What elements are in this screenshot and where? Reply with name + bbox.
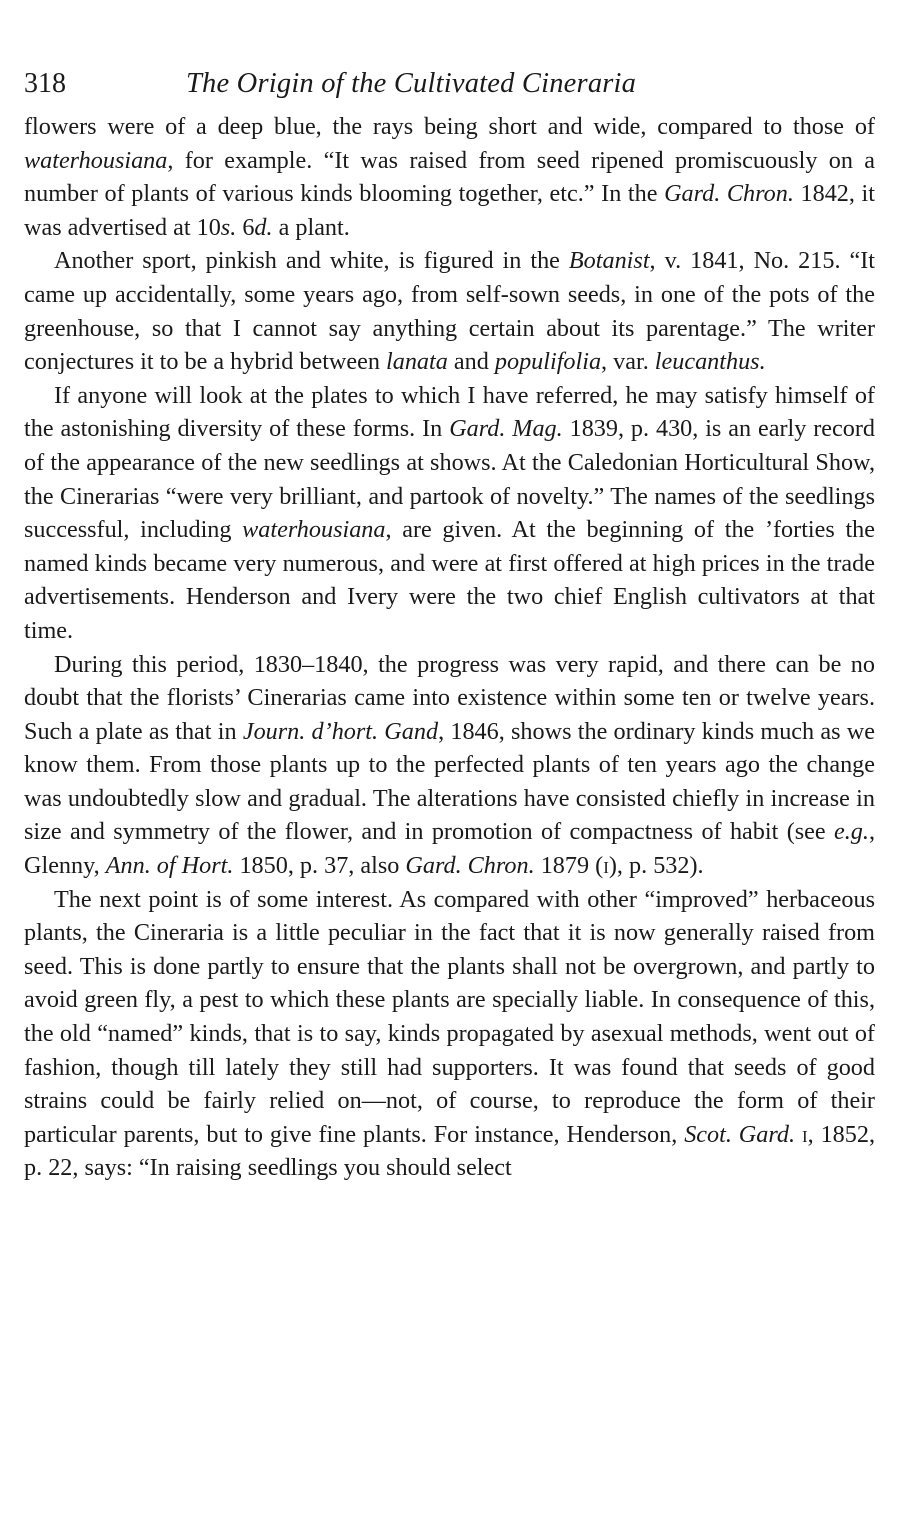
paragraph-4 bbox=[24, 648, 875, 883]
text-run: , v. 1841, No. 215. “It came up accidentally, some years ago, from self-sown seeds, in one of the pots of the greenhouse, so that I cannot say anything certain about its parentage.” The writer conjectures it to be a hybrid between bbox=[24, 247, 875, 376]
text-run: , 1846, shows the ordinary kinds much as we know them. From those plants up to the perfected plants of ten years ago the change was undoubtedly slow and gradual. The alterations have consisted chiefly in increase in size and symmetry of the flower, and in promotion of compactness of habit (see bbox=[24, 717, 875, 846]
italic-run: d. bbox=[254, 213, 273, 241]
text-run: , for example. “It was raised from seed ripened promiscuously on a number of plants of various kinds blooming together, etc.” In the bbox=[24, 146, 875, 208]
italic-run: Gard. Chron. bbox=[405, 852, 535, 880]
text-run: During this period, 1830–1840, the progress was very rapid, and there can be no doubt that the florists’ Cinerarias came into existence within some ten or twelve years. Such a plate as that in bbox=[24, 650, 875, 745]
running-head bbox=[24, 68, 875, 102]
body-text bbox=[24, 110, 875, 1185]
running-title: The Origin of the Cultivated Cineraria bbox=[186, 68, 637, 99]
text-run: , var. bbox=[601, 348, 655, 376]
small-caps-run: i bbox=[603, 852, 609, 880]
italic-run: Scot. Gard. bbox=[684, 1120, 796, 1148]
italic-run: Ann. of Hort. bbox=[105, 852, 234, 880]
italic-run: Journ. d’hort. Gand bbox=[242, 717, 439, 745]
text-run: , 1852, p. 22, says: “In raising seedlings you should select bbox=[24, 1120, 876, 1182]
text-run: and bbox=[447, 348, 495, 376]
italic-run: Gard. Mag. bbox=[449, 415, 563, 443]
text-run: 1842, it was advertised at 10 bbox=[24, 180, 875, 241]
text-run: 1839, p. 430, is an early record of the appearance of the new seedlings at shows. At the Caledonian Horticultural Show, the Cinerarias “were very brilliant, and partook of novelty.” The names of the seedlings successful, including bbox=[24, 415, 875, 544]
italic-run: s. bbox=[220, 213, 237, 241]
paragraph-1 bbox=[24, 110, 875, 244]
text-run: The next point is of some interest. As compared with other “improved” herbaceous plants, the Cineraria is a little peculiar in the fact that it is now generally raised from seed. This is done partly to ensure that the plants shall not be overgrown, and partly to avoid green fly, a pest to which these plants are specially liable. In consequence of this, the old “named” kinds, that is to say, kinds propagated by asexual methods, went out of fashion, though till lately they still had supporters. It was found that seeds of good strains could be fairly relied on—not, of course, to reproduce the form of their particular parents, but to give fine plants. For instance, Henderson, bbox=[24, 885, 875, 1148]
text-run: 1850, p. 37, also bbox=[233, 852, 406, 880]
small-caps-run: i bbox=[801, 1120, 808, 1148]
italic-run: e.g. bbox=[834, 818, 869, 846]
italic-run: populifolia bbox=[494, 348, 602, 376]
paragraph-5 bbox=[24, 883, 875, 1185]
italic-run: waterhousiana bbox=[24, 146, 168, 174]
paragraph-3 bbox=[24, 379, 875, 648]
paragraph-2 bbox=[24, 244, 875, 378]
text-run: , are given. At the beginning of the ’forties the named kinds became very numerous, and were at first offered at high prices in the trade advertisements. Henderson and Ivery were the two chief English cultivators at that time. bbox=[24, 516, 875, 644]
text-run: 6 bbox=[236, 213, 255, 241]
text-run: flowers were of a deep blue, the rays being short and wide, compared to those of bbox=[24, 113, 875, 140]
italic-run: lanata bbox=[386, 348, 448, 376]
italic-run: Gard. Chron. bbox=[664, 180, 794, 208]
text-run: 1879 ( bbox=[534, 852, 604, 880]
text-run: ), p. 532). bbox=[608, 852, 704, 880]
text-run bbox=[795, 1121, 802, 1148]
italic-run: waterhousiana bbox=[242, 516, 386, 544]
page bbox=[24, 68, 875, 1185]
text-run: If anyone will look at the plates to which I have referred, he may satisfy himself of the astonishing diversity of these forms. In bbox=[24, 381, 875, 443]
italic-run: leucanthus. bbox=[654, 348, 766, 376]
italic-run: Botanist bbox=[568, 247, 650, 275]
text-run: a plant. bbox=[272, 213, 350, 241]
text-run: , Glenny, bbox=[24, 818, 875, 880]
page-number: 318 bbox=[24, 68, 66, 99]
text-run: Another sport, pinkish and white, is figured in the bbox=[54, 247, 569, 275]
